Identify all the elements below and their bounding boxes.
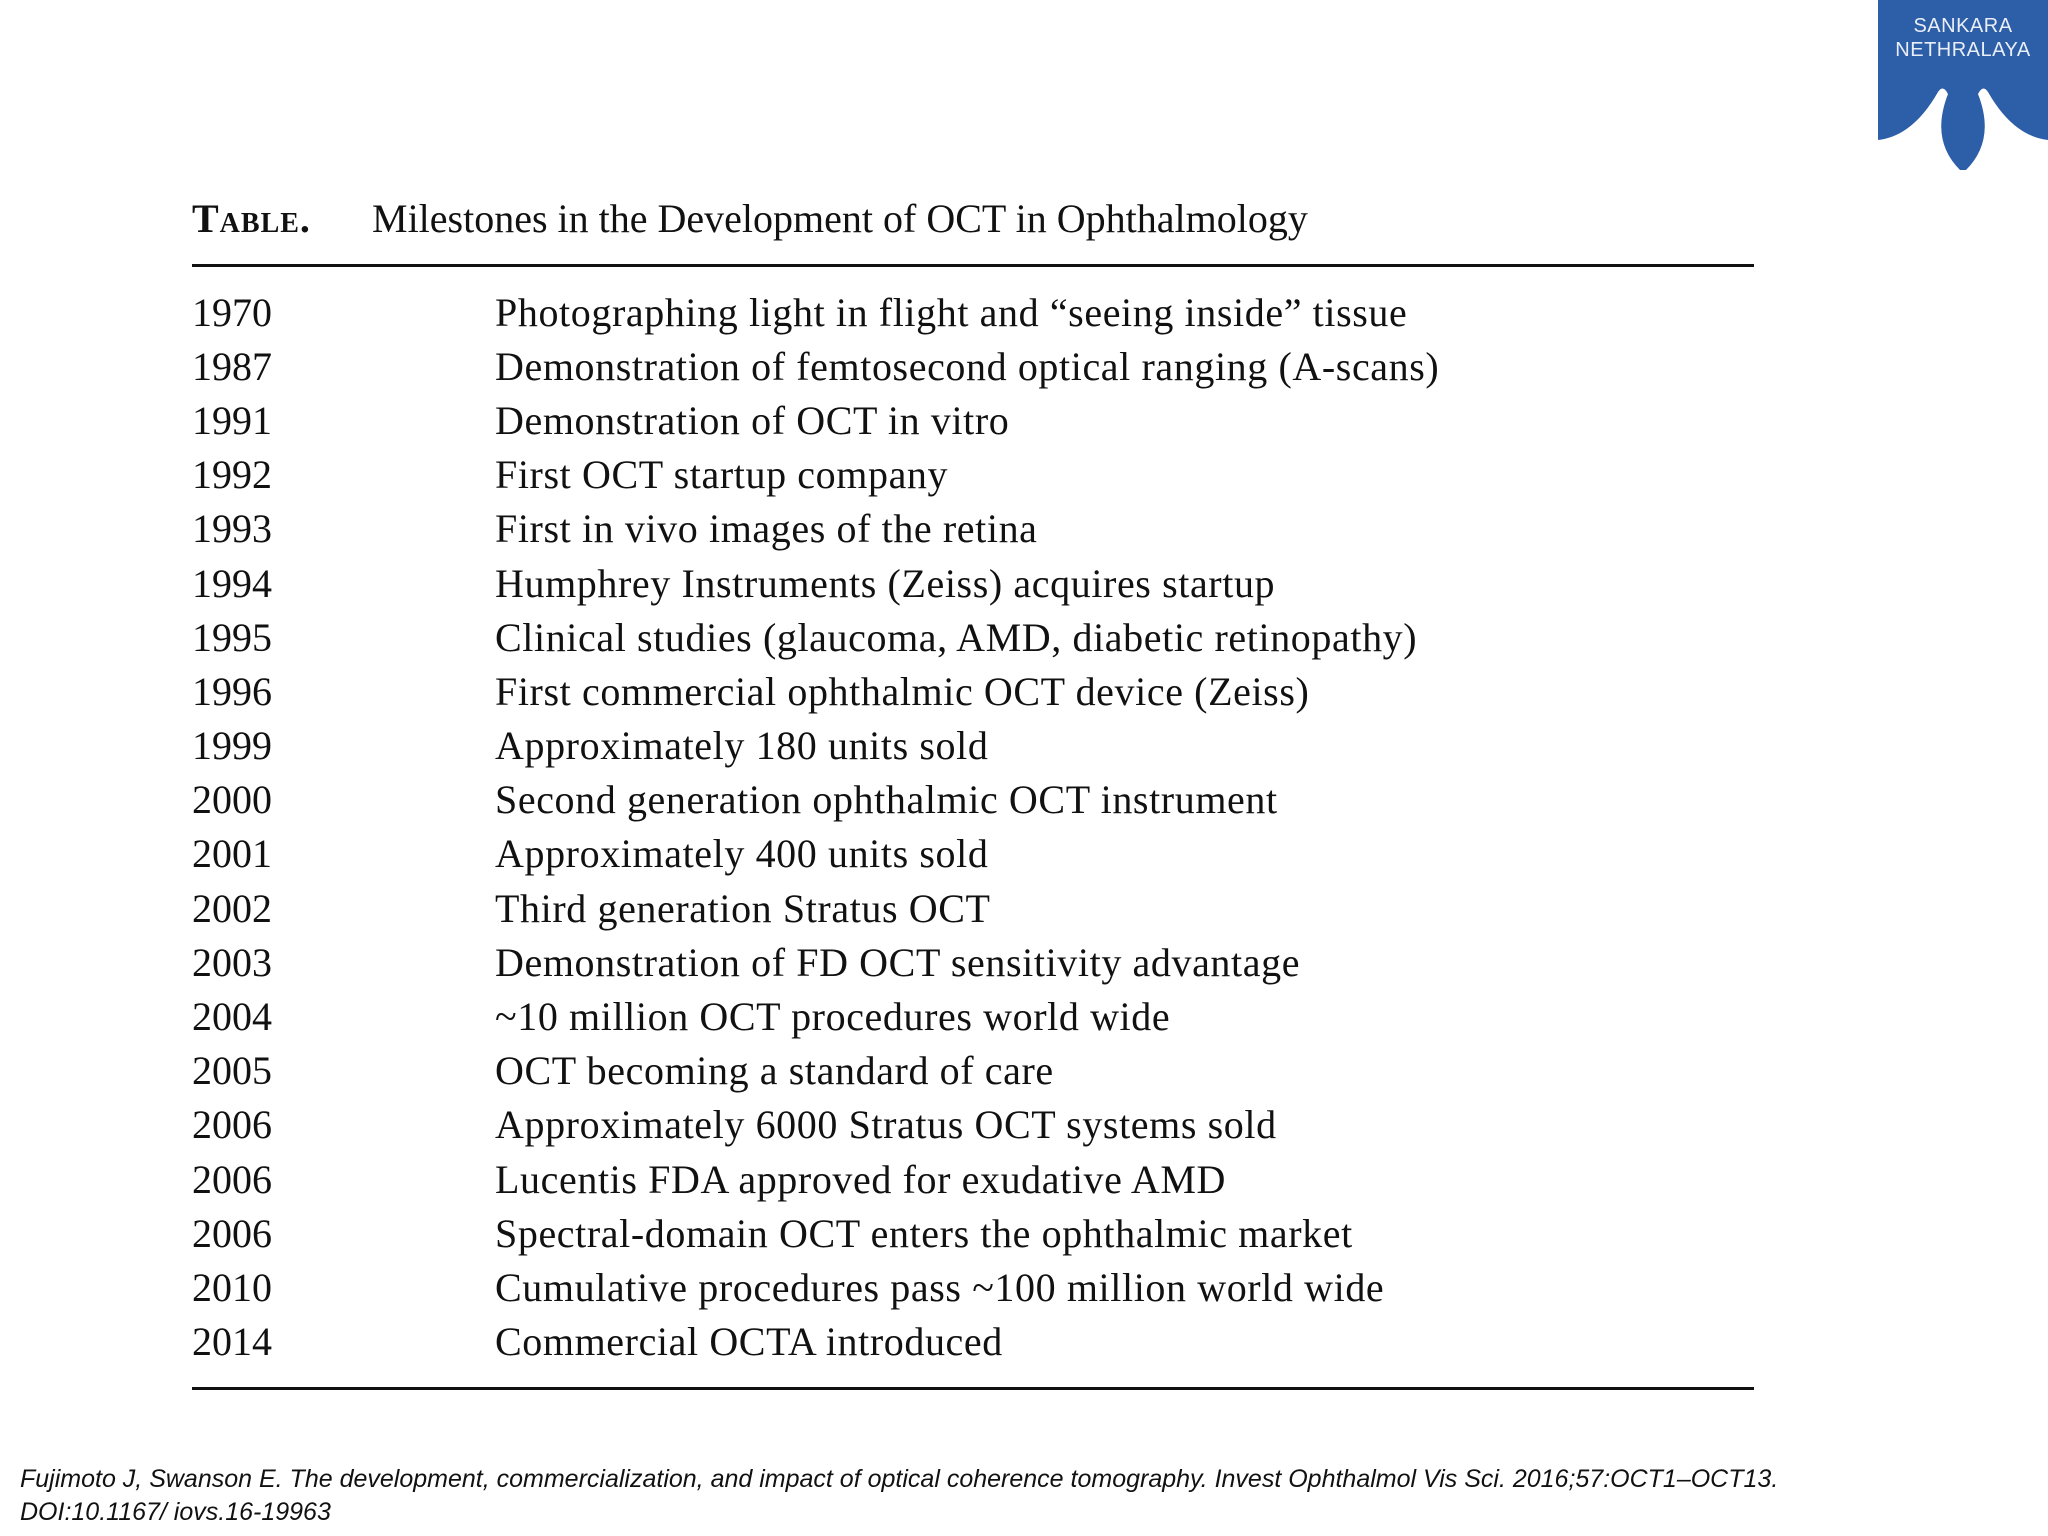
row-year: 1992 [192,452,272,498]
row-year: 1995 [192,614,272,660]
sankara-nethralaya-logo [1878,0,2048,170]
table-body [192,267,1754,1387]
row-event: First OCT startup company [495,452,949,498]
row-event: Third generation Stratus OCT [495,885,991,931]
table-row [192,989,1754,1043]
row-event: OCT becoming a standard of care [495,1048,1054,1094]
table-row [192,773,1754,827]
row-year: 1987 [192,343,272,389]
table-row [192,827,1754,881]
table-row [192,719,1754,773]
row-event: Commercial OCTA introduced [495,1319,1003,1365]
row-year: 2006 [192,1156,272,1202]
table-label: Table. [192,196,311,241]
row-year: 1991 [192,397,272,443]
table-row [192,556,1754,610]
logo-line-1: SANKARA [1913,15,2013,37]
row-event: Lucentis FDA approved for exudative AMD [495,1156,1227,1202]
row-year: 2001 [192,831,272,877]
table-bottom-rule [192,1387,1754,1390]
row-event: Humphrey Instruments (Zeiss) acquires startup [495,560,1276,606]
row-event: Approximately 6000 Stratus OCT systems sold [495,1102,1277,1148]
table-row [192,1206,1754,1260]
table-row [192,393,1754,447]
table-row [192,881,1754,935]
row-year: 2000 [192,777,272,823]
citation [20,1463,2030,1529]
row-year: 1994 [192,560,272,606]
row-year: 2004 [192,994,272,1040]
row-event: Demonstration of OCT in vitro [495,397,1010,443]
logo-text [1878,14,2048,62]
row-event: First commercial ophthalmic OCT device (Zeiss) [495,668,1310,714]
row-event: Second generation ophthalmic OCT instrument [495,777,1278,823]
row-event: First in vivo images of the retina [495,506,1038,552]
table-row [192,1260,1754,1314]
table-row [192,285,1754,339]
row-year: 2006 [192,1210,272,1256]
table-row [192,935,1754,989]
table-row [192,1044,1754,1098]
logo-eye-mark-icon [1878,70,2048,170]
table-caption: Milestones in the Development of OCT in Ophthalmology [372,196,1308,241]
row-year: 2005 [192,1048,272,1094]
row-event: Clinical studies (glaucoma, AMD, diabetic retinopathy) [495,614,1418,660]
table-row [192,502,1754,556]
logo-line-2: NETHRALAYA [1895,39,2031,61]
table-row [192,664,1754,718]
row-event: Demonstration of FD OCT sensitivity advantage [495,939,1301,985]
table-row [192,1315,1754,1369]
row-year: 2003 [192,939,272,985]
row-year: 1970 [192,289,272,335]
row-year: 1996 [192,668,272,714]
table-title [192,190,1754,248]
row-event: Approximately 400 units sold [495,831,989,877]
row-event: Cumulative procedures pass ~100 million world wide [495,1264,1385,1310]
row-year: 1999 [192,723,272,769]
row-year: 2014 [192,1319,272,1365]
milestones-table [192,190,1754,1390]
table-row [192,610,1754,664]
row-event: Photographing light in flight and “seeing inside” tissue [495,289,1408,335]
row-year: 2002 [192,885,272,931]
row-event: ~10 million OCT procedures world wide [495,994,1171,1040]
row-year: 1993 [192,506,272,552]
table-row [192,1098,1754,1152]
table-row [192,448,1754,502]
row-event: Demonstration of femtosecond optical ranging (A-scans) [495,343,1440,389]
row-year: 2006 [192,1102,272,1148]
row-event: Spectral-domain OCT enters the ophthalmic market [495,1210,1353,1256]
citation-line-1: Fujimoto J, Swanson E. The development, commercialization, and impact of optical coherence tomography. Invest Ophthalmol Vis Sci. 2016;57:OCT1–OCT13. [20,1465,1779,1493]
row-event: Approximately 180 units sold [495,723,989,769]
row-year: 2010 [192,1264,272,1310]
citation-line-2: DOI:10.1167/ iovs.16-19963 [20,1498,331,1526]
table-row [192,1152,1754,1206]
table-row [192,339,1754,393]
